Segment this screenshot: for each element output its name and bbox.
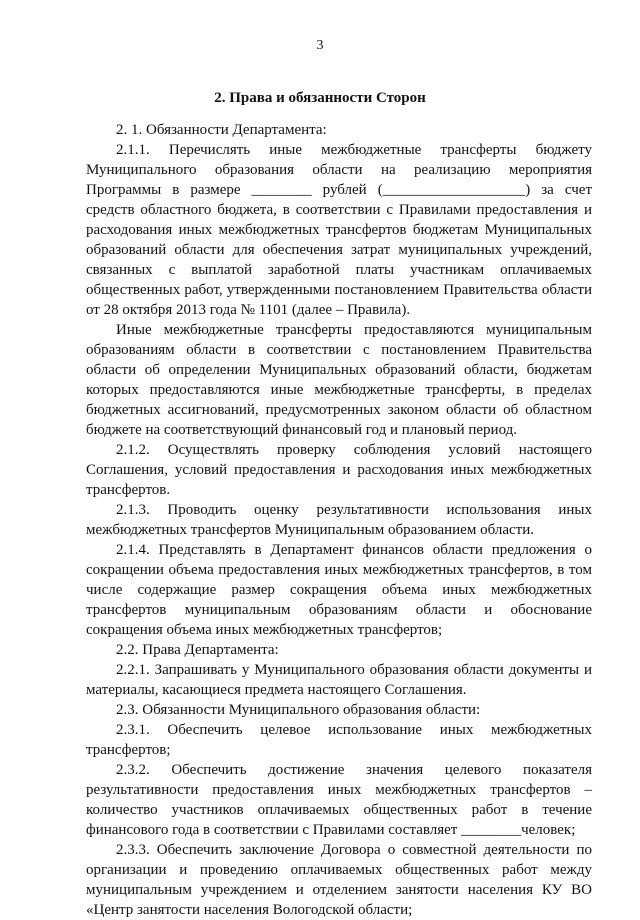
paragraph-2-1-1: 2.1.1. Перечислять иные межбюджетные трансферты бюджету Муниципального образования области на реализацию мероприятия Программы в размере ________ рублей (___________________) за счет средств областного бюджета, в соответствии с Правилами предоставления и расходования иных межбюджетных трансфертов бюджетам Муниципальных образований области для обеспечения затрат муниципальных учреждений, связанных с выплатой заработной платы участникам оплачиваемых общественных работ, утвержденными постановлением Правительства области от 28 октября 2013 года № 1101 (далее – Правила).	[86, 142, 592, 318]
document-body	[86, 120, 592, 920]
page-number: 3	[316, 38, 324, 53]
paragraph-2-1-4: 2.1.4. Представлять в Департамент финансов области предложения о сокращении объема предоставления иных межбюджетных трансфертов, в том числе содержащие размер сокращения объема иных межбюджетных трансфертов муниципальным образованиям области и обоснование сокращения объема иных межбюджетных трансфертов;	[86, 542, 592, 638]
section-title: 2. Права и обязанности Сторон	[214, 90, 426, 106]
paragraph-2-2-1: 2.2.1. Запрашивать у Муниципального образования области документы и материалы, касающиеся предмета настоящего Соглашения.	[86, 662, 592, 698]
paragraph-2-3: 2.3. Обязанности Муниципального образования области:	[116, 702, 481, 718]
paragraph-2-3-1: 2.3.1. Обеспечить целевое использование иных межбюджетных трансфертов;	[86, 722, 592, 758]
paragraph-2-1: 2. 1. Обязанности Департамента:	[116, 122, 327, 138]
paragraph-2-3-3: 2.3.3. Обеспечить заключение Договора о совместной деятельности по организации и проведению оплачиваемых общественных работ между муниципальным учреждением и отделением занятости населения КУ ВО «Центр занятости населения Вологодской области;	[86, 842, 592, 918]
paragraph-2-3-2: 2.3.2. Обеспечить достижение значения целевого показателя результативности предоставления иных межбюджетных трансфертов – количество участников оплачиваемых общественных работ в течение финансового года в соответствии с Правилами составляет ________человек;	[86, 762, 592, 838]
paragraph-2-1-2: 2.1.2. Осуществлять проверку соблюдения условий настоящего Соглашения, условий предоставления и расходования иных межбюджетных трансфертов.	[86, 442, 592, 498]
paragraph-2-1-3: 2.1.3. Проводить оценку результативности использования иных межбюджетных трансфертов Муниципальным образованием области.	[86, 502, 592, 538]
paragraph-transfers: Иные межбюджетные трансферты предоставляются муниципальным образованиям области в соответствии с постановлением Правительства области об определении Муниципальных образований области, бюджетам которых предоставляются иные межбюджетные трансферты, в пределах бюджетных ассигнований, предусмотренных законом области об областном бюджете на соответствующий финансовый год и плановый период.	[86, 322, 592, 438]
paragraph-2-2: 2.2. Права Департамента:	[116, 642, 279, 658]
